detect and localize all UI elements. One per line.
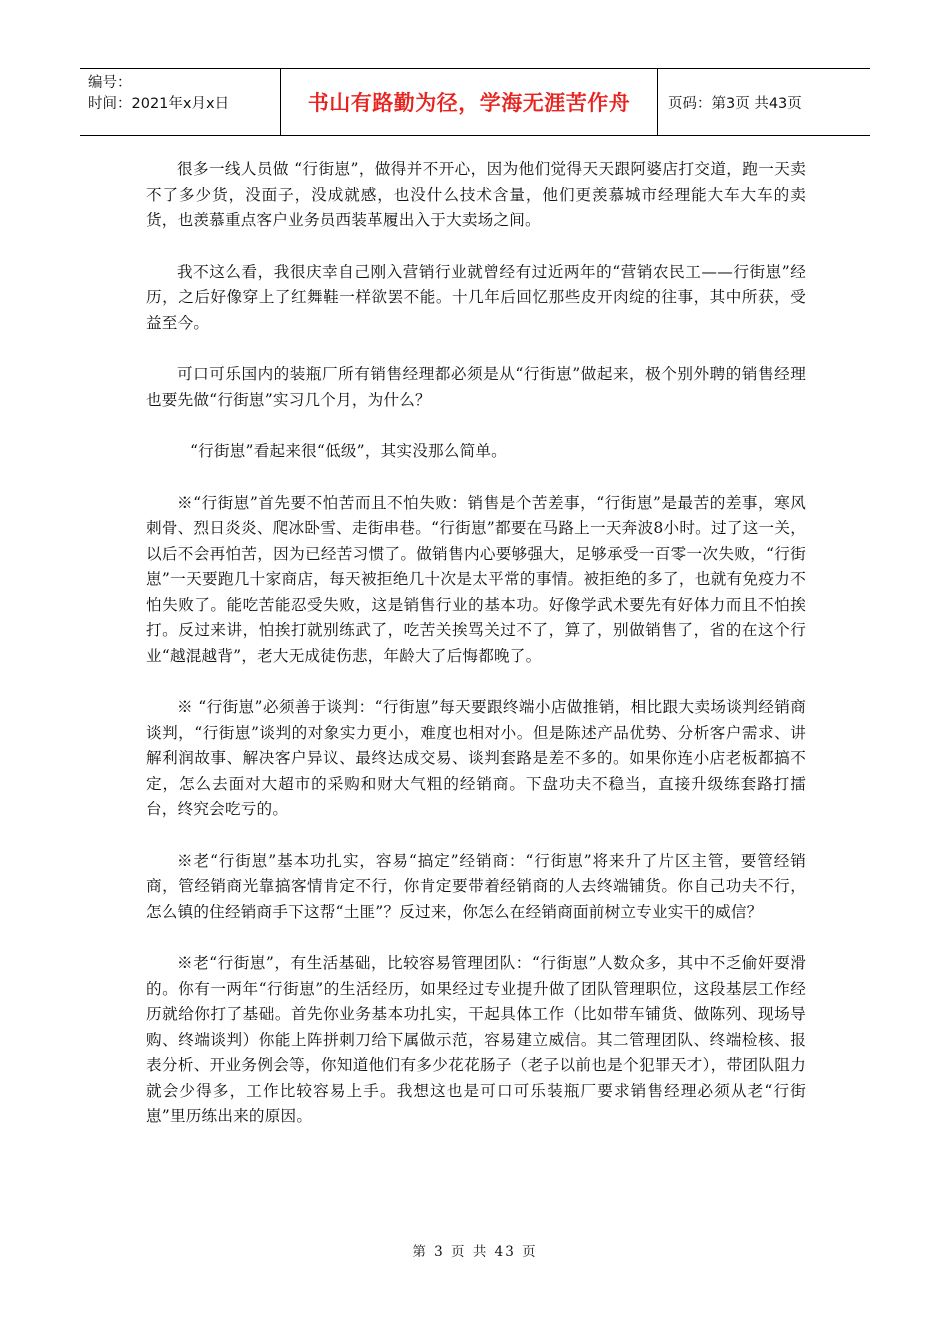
page-footer: 第 3 页 共 43 页: [412, 1244, 538, 1260]
header-page-info: 页码：第3页 共43页: [668, 95, 802, 112]
paragraph: ※老“行街崽”，有生活基础，比较容易管理团队：“行街崽”人数众多，其中不乏偷奸耍滑的。你有一两年“行街崽”的生活经历，如果经过专业提升做了团队管理职位，这段基层工作经历就给你打了基础。首先你业务基本功扎实，干起具体工作（比如带车铺货、做陈列、现场导购、终端谈判）你能上阵拼刺刀给下属做示范，容易建立威信。其二管理团队、终端检核、报表分析、开业务例会等，你知道他们有多少花花肠子（老子以前也是个犯罪天才），带团队阻力就会少得多，工作比较容易上手。我想这也是可口可乐装瓶厂要求销售经理必须从老“行街崽”里历练出来的原因。: [146, 954, 806, 1125]
paragraph: 可口可乐国内的装瓶厂所有销售经理都必须是从“行街崽”做起来，极个别外聘的销售经理也要先做“行街崽”实习几个月，为什么？: [146, 365, 806, 409]
paragraph: “行街崽”看起来很“低级”，其实没那么简单。: [190, 442, 507, 460]
document-date: 时间：2021年x月x日: [88, 96, 230, 112]
paragraph: 很多一线人员做 “行街崽”，做得并不开心，因为他们觉得天天跟阿婆店打交道，跑一天卖不了多少货，没面子，没成就感，也没什么技术含量，他们更羡慕城市经理能大车大车的卖货，也羡慕重点客户业务员西装革履出入于大卖场之间。: [146, 160, 806, 229]
document-body: [146, 157, 806, 1156]
paragraph: ※老“行街崽”基本功扎实，容易“搞定”经销商：“行街崽”将来升了片区主管，要管经销商，管经销商光靠搞客情肯定不行，你肯定要带着经销商的人去终端铺货。你自己功夫不行，怎么镇的住经销商手下这帮“土匪”？反过来，你怎么在经销商面前树立专业实干的威信？: [146, 851, 806, 921]
document-code-label: 编号：: [88, 75, 132, 91]
paragraph: 我不这么看，我很庆幸自己刚入营销行业就曾经有过近两年的“营销农民工——行街崽”经历，之后好像穿上了红舞鞋一样欲罢不能。十几年后回忆那些皮开肉绽的往事，其中所获，受益至今。: [146, 262, 806, 332]
paragraph: ※“行街崽”首先要不怕苦而且不怕失败：销售是个苦差事，“行街崽”是最苦的差事，寒风刺骨、烈日炎炎、爬冰卧雪、走街串巷。“行街崽”都要在马路上一天奔波8小时。过了这一关，以后不会再怕苦，因为已经苦习惯了。做销售内心要够强大，足够承受一百零一次失败，“行街崽”一天要跑几十家商店，每天被拒绝几十次是太平常的事情。被拒绝的多了，也就有免疫力不怕失败了。能吃苦能忍受失败，这是销售行业的基本功。好像学武术要先有好体力而且不怕挨打。反过来讲，怕挨打就别练武了，吃苦关挨骂关过不了，算了，别做销售了，省的在这个行业“越混越背”，老大无成徒伤悲，年龄大了后悔都晚了。: [146, 493, 806, 665]
page-header: [80, 68, 870, 136]
paragraph: ※ “行街崽”必须善于谈判：“行街崽”每天要跟终端小店做推销，相比跟大卖场谈判经销商谈判，“行街崽”谈判的对象实力更小，难度也相对小。但是陈述产品优势、分析客户需求、讲解利润故事、解决客户异议、最终达成交易、谈判套路是差不多的。如果你连小店老板都搞不定，怎么去面对大超市的采购和财大气粗的经销商。下盘功夫不稳当，直接升级练套路打擂台，终究会吃亏的。: [146, 698, 806, 818]
header-motto: 书山有路勤为径，学海无涯苦作舟: [281, 69, 658, 135]
header-meta: [80, 69, 281, 135]
